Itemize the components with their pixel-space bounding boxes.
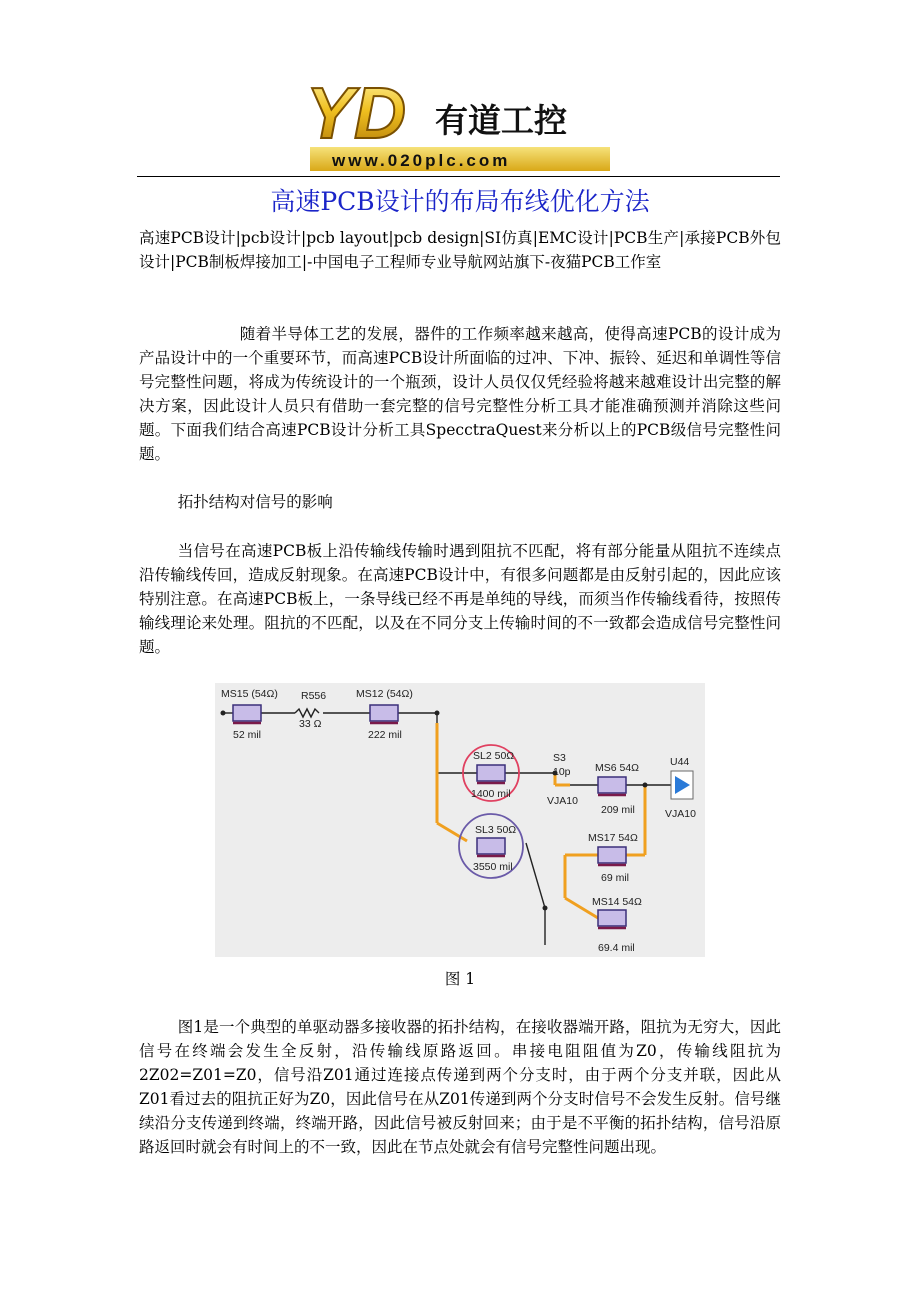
label-ms17-len: 69 mil	[601, 872, 630, 884]
logo-mark: YD	[306, 74, 407, 154]
yd-logo	[300, 72, 620, 176]
body-paragraph-1: 当信号在高速PCB板上沿传输线传输时遇到阻抗不匹配，将有部分能量从阻抗不连续点沿传输线传回，造成反射现象。在高速PCB设计中，有很多问题都是由反射引起的，因此应该特别注意。在高速PCB板上，一条导线已经不再是单纯的导线，而须当作传输线看待，按照传输线理论来处理。阻抗的不匹配，以及在不同分支上传输时间的不一致都会造成信号完整性问题。	[139, 542, 781, 656]
label-ms12: MS12 (54Ω)	[356, 688, 413, 700]
page-title: 高速PCB设计的布局布线优化方法	[270, 187, 650, 216]
label-sl2-len: 1400 mil	[471, 788, 511, 800]
label-ms15-len: 52 mil	[233, 729, 262, 741]
label-r556-val: 33 Ω	[299, 718, 322, 730]
topology-figure	[215, 683, 705, 957]
label-ms6-len: 209 mil	[601, 804, 635, 816]
label-sl2: SL2 50Ω	[473, 750, 515, 762]
label-sl3: SL3 50Ω	[475, 824, 517, 836]
label-s3-val: 10p	[553, 766, 571, 778]
logo-url: www.020plc.com	[332, 151, 511, 170]
section-heading: 拓扑结构对信号的影响	[177, 493, 333, 511]
label-ms12-len: 222 mil	[368, 729, 402, 741]
label-sl3-len: 3550 mil	[473, 861, 513, 873]
label-vja10-b: VJA10	[665, 808, 696, 820]
label-vja10-a: VJA10	[547, 795, 578, 807]
intro-paragraph: 随着半导体工艺的发展，器件的工作频率越来越高，使得高速PCB的设计成为产品设计中的一个重要环节，而高速PCB设计所面临的过冲、下冲、振铃、延迟和单调性等信号完整性问题，将成为传统设计的一个瓶颈，设计人员仅仅凭经验将越来越难设计出完整的解决方案，因此设计人员只有借助一套完整的信号完整性分析工具才能准确预测并消除这些问题。下面我们结合高速PCB设计分析工具SpecctraQuest来分析以上的PCB级信号完整性问题。	[139, 325, 781, 463]
tag-line: 高速PCB设计|pcb设计|pcb layout|pcb design|SI仿真|EMC设计|PCB生产|承接PCB外包设计|PCB制板焊接加工|-中国电子工程师专业导航网站旗下-夜猫PCB工作室	[139, 229, 781, 271]
label-ms14-len: 69.4 mil	[598, 942, 635, 954]
label-ms14: MS14 54Ω	[592, 896, 642, 908]
logo-brand: 有道工控	[435, 102, 567, 139]
label-ms15: MS15 (54Ω)	[221, 688, 278, 700]
label-ms17: MS17 54Ω	[588, 832, 638, 844]
label-s3: S3	[553, 752, 566, 764]
header-divider	[137, 176, 780, 177]
label-u44: U44	[670, 756, 690, 768]
figure-caption: 图 1	[444, 970, 476, 988]
label-ms6: MS6 54Ω	[595, 762, 640, 774]
label-r556: R556	[301, 690, 327, 702]
body-paragraph-2: 图1是一个典型的单驱动器多接收器的拓扑结构，在接收器端开路，阻抗为无穷大，因此信号在终端会发生全反射，沿传输线原路返回。串接电阻阻值为Z0，传输线阻抗为2Z02=Z01=Z0，信号沿Z01通过连接点传递到两个分支时，由于两个分支并联，因此从Z01看过去的阻抗正好为Z0，因此信号在从Z01传递到两个分支时信号不会发生反射。信号继续沿分支传递到终端，终端开路，因此信号被反射回来；由于是不平衡的拓扑结构，信号沿原路返回时就会有时间上的不一致，因此在节点处就会有信号完整性问题出现。	[139, 1018, 781, 1156]
